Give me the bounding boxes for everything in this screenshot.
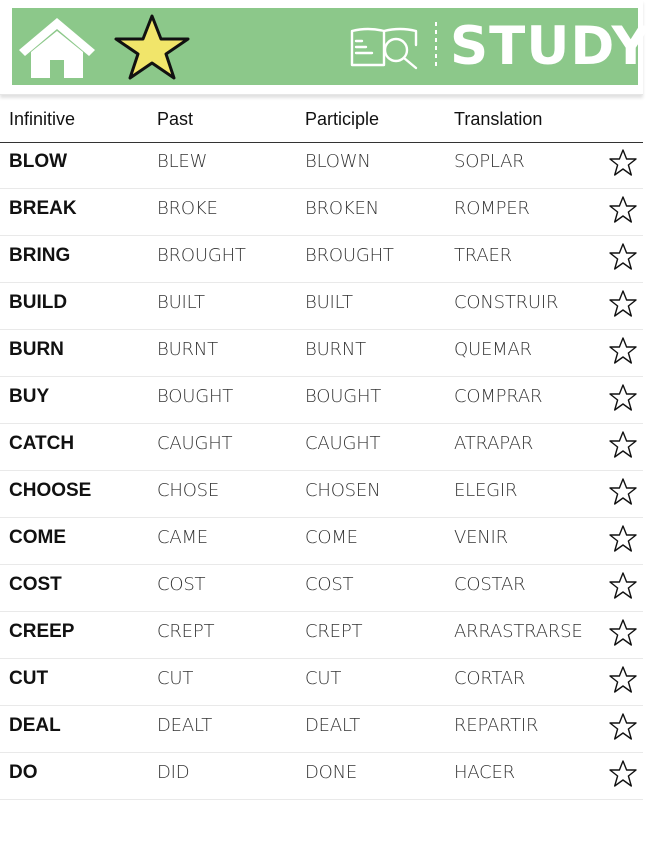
page-title: STUDY (450, 16, 651, 77)
star-outline-icon (608, 665, 638, 695)
verb-translation: CORTAR (454, 668, 526, 689)
table-row[interactable] (0, 612, 643, 659)
star-icon (112, 12, 192, 82)
verb-participle: DONE (305, 762, 358, 783)
verb-translation: COMPRAR (454, 386, 543, 407)
book-magnifier-icon (348, 23, 424, 71)
star-outline-icon (608, 336, 638, 366)
verb-translation: TRAER (454, 245, 512, 266)
column-header-participle: Participle (305, 109, 380, 129)
verb-translation: VENIR (454, 527, 508, 548)
star-outline-icon (608, 524, 638, 554)
favorite-toggle-button[interactable] (608, 195, 638, 225)
star-outline-icon (608, 571, 638, 601)
verb-past: DEALT (157, 715, 213, 736)
header-divider (435, 22, 437, 70)
favorite-toggle-button[interactable] (608, 665, 638, 695)
table-row[interactable] (0, 565, 643, 612)
star-outline-icon (608, 383, 638, 413)
favorite-toggle-button[interactable] (608, 430, 638, 460)
star-outline-icon (608, 242, 638, 272)
verb-participle: CHOSEN (305, 480, 381, 501)
top-bar (0, 0, 651, 95)
verb-past: CAME (157, 527, 208, 548)
verb-participle: CREPT (305, 621, 363, 642)
verb-infinitive: BUILD (9, 292, 68, 313)
verb-past: BLEW (157, 151, 208, 172)
verb-infinitive: CUT (9, 668, 49, 689)
verb-translation: ROMPER (454, 198, 530, 219)
verb-infinitive: BUY (9, 386, 50, 407)
verb-infinitive: COST (9, 574, 62, 595)
table-row[interactable] (0, 283, 643, 330)
verb-past: BROUGHT (157, 245, 246, 266)
star-outline-icon (608, 148, 638, 178)
column-header-past: Past (157, 109, 194, 129)
verb-infinitive: COME (9, 527, 66, 548)
verb-infinitive: DO (9, 762, 38, 783)
verb-participle: BROKEN (305, 198, 379, 219)
column-header-infinitive: Infinitive (9, 109, 76, 129)
verb-translation: COSTAR (454, 574, 526, 595)
table-row[interactable] (0, 189, 643, 236)
verb-past: BROKE (157, 198, 218, 219)
verb-translation: QUEMAR (454, 339, 532, 360)
verb-participle: BROUGHT (305, 245, 394, 266)
favorite-toggle-button[interactable] (608, 759, 638, 789)
table-row[interactable] (0, 142, 643, 189)
verb-translation: REPARTIR (454, 715, 539, 736)
table-row[interactable] (0, 753, 643, 800)
table-row[interactable] (0, 236, 643, 283)
verb-past: CREPT (157, 621, 215, 642)
favorite-toggle-button[interactable] (608, 383, 638, 413)
star-outline-icon (608, 430, 638, 460)
verb-participle: BUILT (305, 292, 353, 313)
table-row[interactable] (0, 518, 643, 565)
verb-past: BUILT (157, 292, 205, 313)
verb-past: DID (157, 762, 190, 783)
verb-translation: HACER (454, 762, 515, 783)
verb-participle: DEALT (305, 715, 361, 736)
home-button[interactable] (16, 14, 98, 80)
favorite-toggle-button[interactable] (608, 524, 638, 554)
star-outline-icon (608, 759, 638, 789)
verb-participle: CAUGHT (305, 433, 381, 454)
table-row[interactable] (0, 424, 643, 471)
table-row[interactable] (0, 659, 643, 706)
favorite-toggle-button[interactable] (608, 571, 638, 601)
column-header-translation: Translation (454, 109, 543, 129)
verb-participle: BURNT (305, 339, 366, 360)
verb-infinitive: CHOOSE (9, 480, 92, 501)
verb-past: CAUGHT (157, 433, 233, 454)
verb-participle: BOUGHT (305, 386, 382, 407)
verb-infinitive: CREEP (9, 621, 75, 642)
star-outline-icon (608, 289, 638, 319)
verb-infinitive: BREAK (9, 198, 77, 219)
verb-translation: CONSTRUIR (454, 292, 559, 313)
verb-participle: BLOWN (305, 151, 371, 172)
verb-infinitive: BURN (9, 339, 64, 360)
verb-past: COST (157, 574, 206, 595)
verb-infinitive: DEAL (9, 715, 61, 736)
favorite-toggle-button[interactable] (608, 336, 638, 366)
favorite-toggle-button[interactable] (608, 618, 638, 648)
verb-translation: ATRAPAR (454, 433, 534, 454)
favorite-toggle-button[interactable] (608, 712, 638, 742)
favorites-button[interactable] (112, 12, 192, 82)
favorite-toggle-button[interactable] (608, 148, 638, 178)
star-outline-icon (608, 477, 638, 507)
header-banner (12, 8, 651, 85)
verb-translation: ARRASTRARSE (454, 621, 583, 642)
favorite-toggle-button[interactable] (608, 242, 638, 272)
star-outline-icon (608, 712, 638, 742)
verb-past: CHOSE (157, 480, 220, 501)
verb-participle: CUT (305, 668, 342, 689)
table-row[interactable] (0, 706, 643, 753)
star-outline-icon (608, 195, 638, 225)
verb-infinitive: BLOW (9, 151, 68, 172)
verb-past: BOUGHT (157, 386, 234, 407)
verb-past: BURNT (157, 339, 218, 360)
table-row[interactable] (0, 330, 643, 377)
verb-translation: SOPLAR (454, 151, 525, 172)
verb-list[interactable] (0, 142, 643, 783)
verb-translation: ELEGIR (454, 480, 518, 501)
table-row[interactable] (0, 377, 643, 424)
verb-infinitive: BRING (9, 245, 71, 266)
table-header (0, 104, 643, 143)
verb-past: CUT (157, 668, 194, 689)
verb-infinitive: CATCH (9, 433, 75, 454)
favorite-toggle-button[interactable] (608, 289, 638, 319)
verb-participle: COME (305, 527, 358, 548)
table-row[interactable] (0, 471, 643, 518)
home-icon (16, 14, 98, 80)
favorite-toggle-button[interactable] (608, 477, 638, 507)
star-outline-icon (608, 618, 638, 648)
verb-participle: COST (305, 574, 354, 595)
